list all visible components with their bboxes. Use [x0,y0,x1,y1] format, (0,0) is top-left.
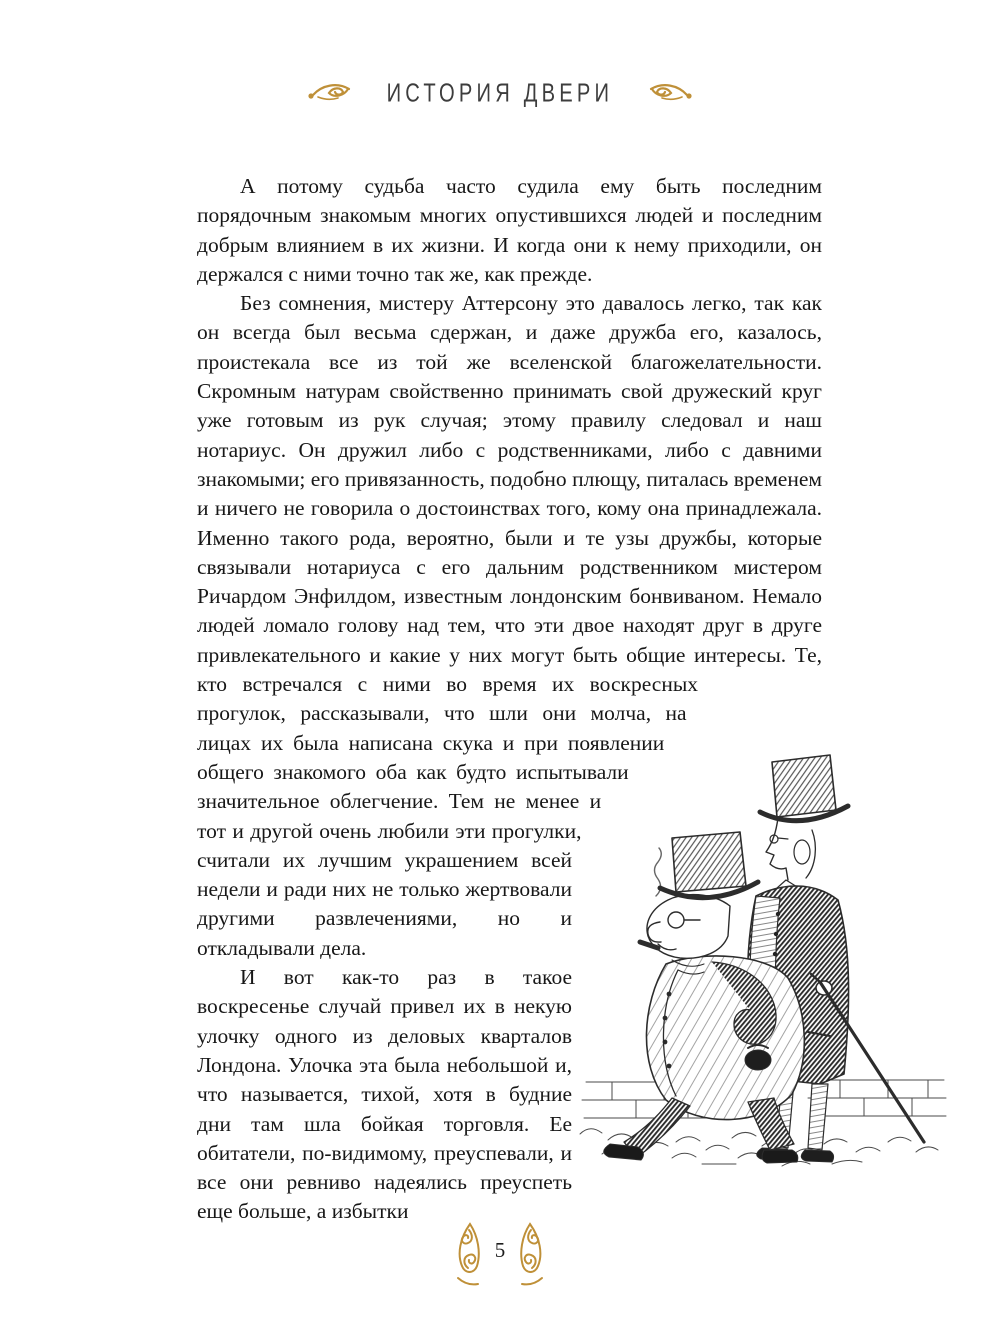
two-gentlemen-walking-icon [572,750,952,1175]
footer-ornament-left-icon [454,1222,484,1293]
page-footer [0,1222,1000,1293]
chapter-title: ИСТОРИЯ ДВЕРИ [386,78,614,108]
body-text [197,172,822,1227]
header-ornament-right-icon [648,80,694,107]
paragraph-1: А потому судьба часто судила ему быть последним порядочным знакомым многих опустившихся людей и последним добрым влиянием в их жизни. И когда они к нему приходили, он держался с ними точно так же, как прежде. [197,174,822,286]
page-number: 5 [494,1238,506,1262]
paragraph-2: Без сомнения, мистеру Аттерсону это давалось легко, так как он всегда был весьма сдержан, и даже дружба его, казалось, проистекала все из той же вселенской благожелательности. Скромным натурам свойственно принимать свой дружеский круг уже готовым из рук случая; этому правилу следовал и наш нотариус. Он дружил либо с родственниками, либо с давними знакомыми; его привязанность, подобно плющу, питалась временем и ничего не говорила о достоинствах того, кому она принадлежала. Именно такого рода, вероятно, были и те узы дружбы, которые связывали нотариуса с его дальним родственником мистером Ричардом Энфилдом, известным лондонским бонвиваном. Немало людей ломало голову над тем, что эти двое находят друг в друге привлекательного и какие у них могут быть общие интересы. Те, кто встречался с ними во время их воскресных прогулок, рассказывали, что шли они молча, на лицах их была написана скука и при появлении общего знакомого оба как будто испытывали значительное облегчение. Тем не менее и тот и другой очень любили эти прогулки, считали их лучшим украшением всей недели и ради них не только жертвовали другими развлечениями, но и откладывали дела. [197,291,822,960]
paragraph-3: И вот как-то раз в такое воскресенье случай привел их в некую улочку одного из деловых кварталов Лондона. Улочка эта была небольшой и, что называется, тихой, хотя в будние дни там шла бойкая торговля. Ее обитатели, по-видимому, преуспевали, и все они ревниво надеялись преуспеть еще больше, а избытки [197,965,572,1224]
header-ornament-left-icon [306,80,352,107]
footer-ornament-right-icon [516,1222,546,1293]
chapter-header [0,80,1000,107]
